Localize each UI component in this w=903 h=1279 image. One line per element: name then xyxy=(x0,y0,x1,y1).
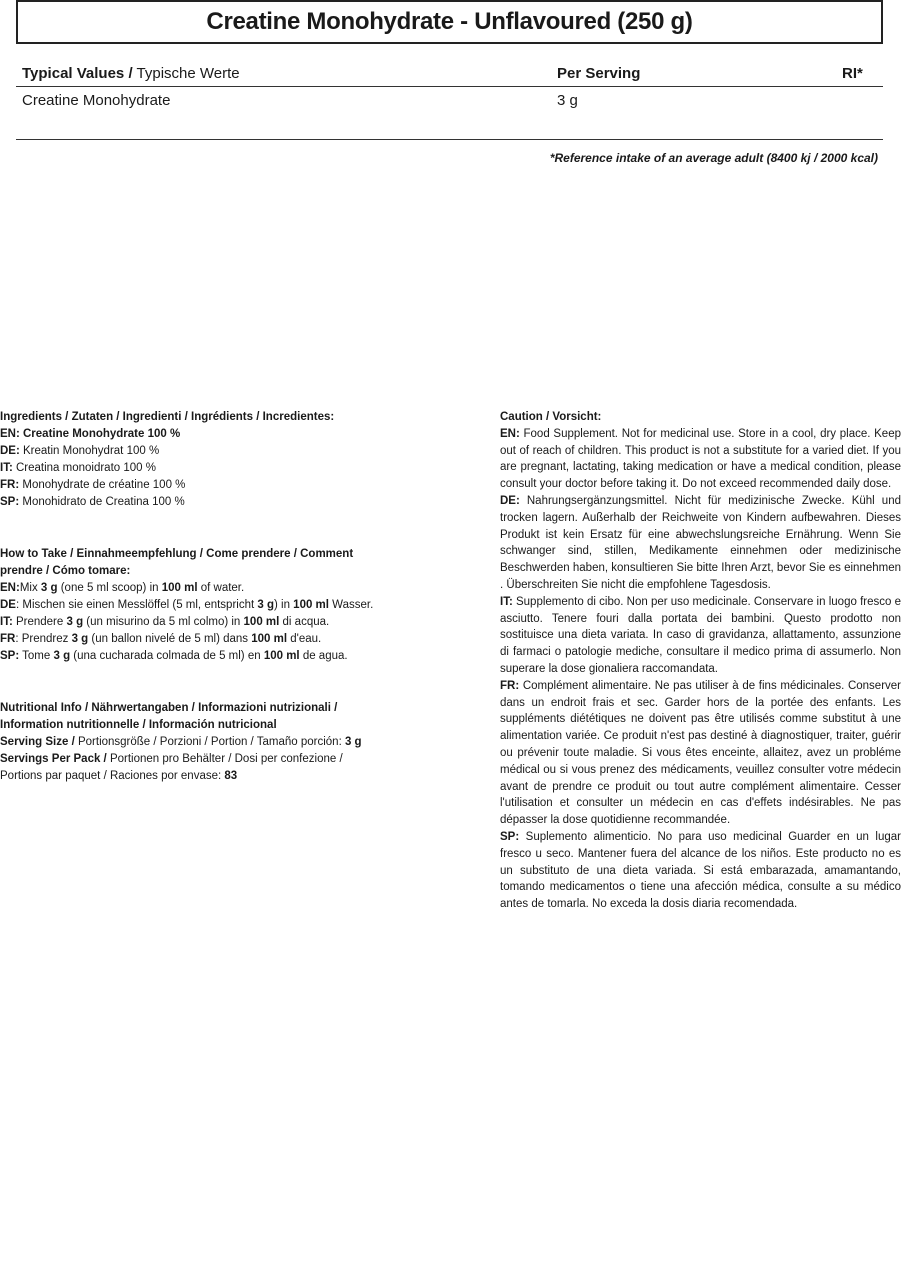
ingredients-fr: FR: Monohydrate de créatine 100 % xyxy=(0,479,186,491)
how-to-take-heading-1: How to Take / Einnahmeempfehlung / Come prendere / Comment xyxy=(0,548,354,560)
servings-per-pack-1: Servings Per Pack / Portionen pro Behälter / Dosi per confezione / xyxy=(0,753,343,765)
how-to-take-section xyxy=(0,546,420,665)
row-name: Creatine Monohydrate xyxy=(22,92,171,109)
row-per-serving: 3 g xyxy=(557,92,578,109)
nutrition-table xyxy=(16,60,883,140)
ingredients-it: IT: Creatina monoidrato 100 % xyxy=(0,462,156,474)
caution-sp: SP: Suplemento alimenticio. No para uso medicinal Guarder en un lugar fresco u seco. Mantener fuera del alcance de los niños. Este producto no es un substituto de una dieta variada. Si está embarazada, amamantando, tomando medicamentos o tiene una afección médica, consulte a su médico antes de tomarla. No exceda la dosis diaria recomendada. xyxy=(500,830,901,911)
reference-intake-note: *Reference intake of an average adult (8400 kj / 2000 kcal) xyxy=(549,151,878,165)
table-header-row xyxy=(16,60,883,87)
nutritional-info-heading-1: Nutritional Info / Nährwertangaben / Informazioni nutrizionali / xyxy=(0,702,338,714)
caution-heading: Caution / Vorsicht: xyxy=(500,411,602,423)
ingredients-section xyxy=(0,409,420,511)
serving-size: Serving Size / Portionsgröße / Porzioni / Portion / Tamaño porción: 3 g xyxy=(0,736,362,748)
caution-fr: FR: Complément alimentaire. Ne pas utiliser à de fins médicinales. Conserver dans un endroit frais et sec. Garder hors de la portée des enfants. Les suppléments diététiques ne doivent pas être utilisés comme substitut à une alimentation variée. Ce produit n'est pas destiné à diagnostiquer, traiter, guérir ou prévenir toute maladie. Si vous êtes enceinte, allaitez, avez un probléme médical ou si vous prenez des médicaments, veuillez consulter votre médecin avant de prendre ce produit ou tout autre complément alimentaire. Cesser l'utilisation et consulter un médecin en cas d'effets indésirables. Ne pas dépasser la dose quotidienne recommandée. xyxy=(500,679,901,827)
header-ri: RI* xyxy=(842,65,863,82)
left-column xyxy=(0,409,420,820)
ingredients-en: EN: Creatine Monohydrate 100 % xyxy=(0,428,181,440)
how-to-take-en: EN:Mix 3 g (one 5 ml scoop) in 100 ml of water. xyxy=(0,582,245,594)
caution-en: EN: Food Supplement. Not for medicinal use. Store in a cool, dry place. Keep out of reach of children. This product is not a substitute for a varied diet. If you are pregnant, lactating, taking medication or have a medical condition, please consult your doctor before taking it. Do not exceed recommended daily dose. xyxy=(500,427,901,491)
nutritional-info-heading-2: Information nutritionnelle / Información nutricional xyxy=(0,719,277,731)
header-per-serving: Per Serving xyxy=(557,65,641,82)
how-to-take-it: IT: Prendere 3 g (un misurino da 5 ml colmo) in 100 ml di acqua. xyxy=(0,616,330,628)
how-to-take-sp: SP: Tome 3 g (una cucharada colmada de 5 ml) en 100 ml de agua. xyxy=(0,650,348,662)
caution-it: IT: Supplemento di cibo. Non per uso medicinale. Conservare in luogo fresco e asciutto. Tenere fouri dalla portata dei bambini. Questo prodotto non sostituisce una dieta variata. In caso di gravidanza, allattamento, assunzione di farmaci o patologie mediche, consultare il medico prima di assumerlo. Non superare la dose gionaliera raccomandata. xyxy=(500,595,901,675)
ingredients-sp: SP: Monohidrato de Creatina 100 % xyxy=(0,496,185,508)
how-to-take-heading-2: prendre / Cómo tomare: xyxy=(0,565,131,577)
product-title: Creatine Monohydrate - Unflavoured (250 g) xyxy=(16,0,883,44)
how-to-take-fr: FR: Prendrez 3 g (un ballon nivelé de 5 ml) dans 100 ml d'eau. xyxy=(0,633,322,645)
servings-per-pack-2: Portions par paquet / Raciones por envase: 83 xyxy=(0,770,238,782)
table-row xyxy=(16,87,883,140)
header-typical-values: Typical Values / Typische Werte xyxy=(22,65,240,82)
caution-section xyxy=(500,409,901,913)
how-to-take-de: DE: Mischen sie einen Messlöffel (5 ml, entspricht 3 g) in 100 ml Wasser. xyxy=(0,599,374,611)
caution-de: DE: Nahrungsergänzungsmittel. Nicht für medizinische Zwecke. Kühl und trocken lagern. Außerhalb der Reichweite von Kindern aufbewahren. Dieses Produkt ist kein Ersatz für eine abwechslungsreiche Ernährung. Wenn Sie schwanger sind, stillen, Medikamente einnehmen oder medizinische Beschwerden haben, konsultieren Sie bitte Ihren Arzt, bevor Sie es einnehmen . Überschreiten Sie nicht die empfohlene Tagesdosis. xyxy=(500,494,901,591)
ingredients-heading: Ingredients / Zutaten / Ingredienti / Ingrédients / Incredientes: xyxy=(0,411,335,423)
nutritional-info-section xyxy=(0,700,420,785)
ingredients-de: DE: Kreatin Monohydrat 100 % xyxy=(0,445,160,457)
